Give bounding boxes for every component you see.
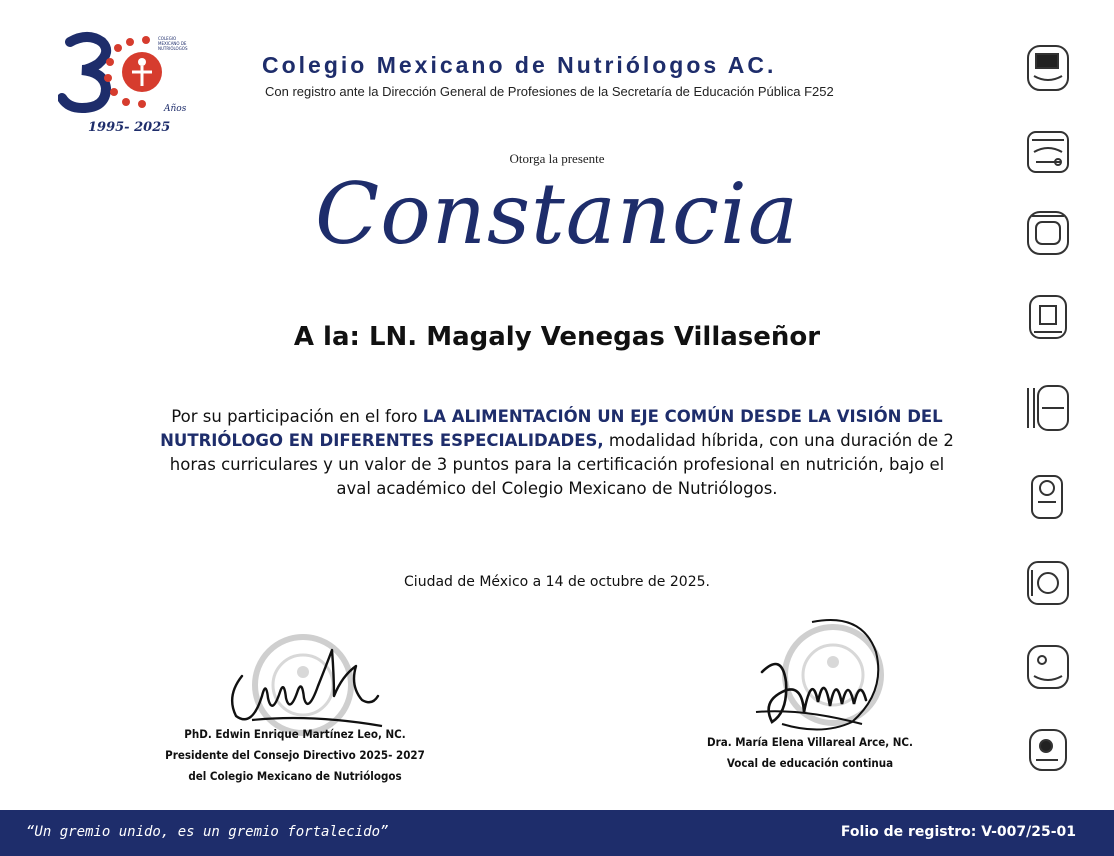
certificate-body [150, 405, 964, 501]
footer-bar [0, 810, 1114, 856]
recipient-name: A la: LN. Magaly Venegas Villaseñor [293, 322, 821, 352]
mayan-glyph-icon [1028, 46, 1068, 90]
mayan-glyph-icon [1028, 646, 1068, 688]
logo-years: 1995- 2025 [88, 120, 171, 135]
certificate-title: Constancia [315, 165, 799, 263]
signatory-role: Vocal de educación continua [726, 756, 894, 770]
signature-president [222, 636, 392, 736]
logo-anos: Años [164, 104, 187, 114]
college-30-years-logo [58, 28, 198, 140]
signature-block-president [130, 724, 460, 787]
college-registration: Con registro ante la Dirección General de Profesiones de la Secretaría de Educación Pública F252 [265, 84, 834, 99]
signatory-role-extra: del Colegio Mexicano de Nutriólogos [188, 769, 402, 783]
mayan-glyph-icon [1032, 476, 1062, 518]
forum-name: LA ALIMENTACIÓN UN EJE COMÚN DESDE LA VISIÓN DEL NUTRIÓLOGO EN DIFERENTES ESPECIALIDADES, [160, 407, 943, 450]
certificate-intro: Otorga la presente [509, 151, 605, 166]
body-prefix: Por su participación en el foro [171, 407, 423, 426]
mayan-glyph-icon [1028, 386, 1068, 430]
issue-date: Ciudad de México a 14 de octubre de 2025. [404, 574, 710, 590]
signature-block-vocal [660, 732, 960, 774]
mayan-glyph-icon [1030, 730, 1066, 770]
signature-vocal [742, 612, 892, 742]
registration-folio: Folio de registro: V-007/25-01 [840, 824, 1076, 840]
signatory-name: Dra. María Elena Villareal Arce, NC. [707, 735, 913, 749]
logo-ring-text: COLEGIO MEXICANO DE NUTRIÓLOGOS [158, 36, 188, 51]
college-name: Colegio Mexicano de Nutriólogos AC. [262, 52, 777, 78]
signatory-name: PhD. Edwin Enrique Martínez Leo, NC. [184, 727, 406, 741]
footer-motto: “Un gremio unido, es un gremio fortalecido” [26, 824, 389, 840]
signatory-role: Presidente del Consejo Directivo 2025- 2027 [165, 748, 425, 762]
body-suffix: modalidad híbrida, con una duración de 2 horas curriculares y un valor de 3 puntos para la certificación profesional en nutrición, bajo el aval académico del Colegio Mexicano de Nutriólogos. [169, 431, 954, 498]
